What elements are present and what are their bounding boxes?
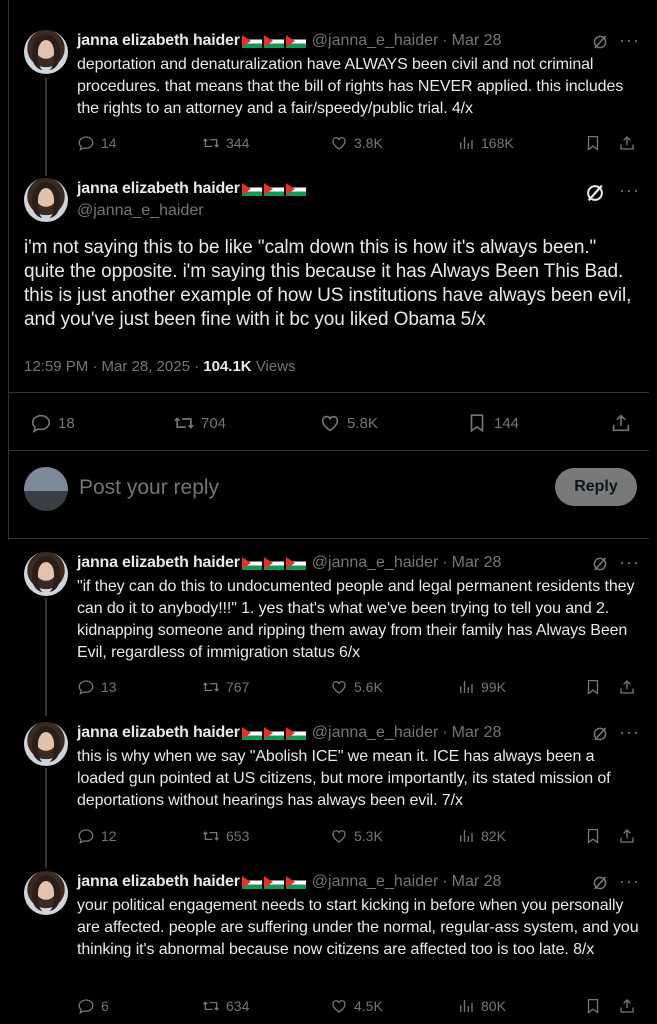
- post-text: this is why when we say "Abolish ICE" we mean it. ICE has always been a loaded gun pointed at US citizens, but more importantly, its stated mission of deportations without hearings has always been evil. 7/x: [77, 748, 611, 809]
- palestine-flag-icon: [242, 727, 262, 740]
- repost-count: 653: [226, 828, 250, 844]
- palestine-flag-icon: [242, 557, 262, 570]
- repost-button[interactable]: [202, 997, 249, 1015]
- author-name[interactable]: janna elizabeth haider: [77, 554, 240, 571]
- post-date[interactable]: Mar 28: [451, 873, 502, 890]
- reply-count: 18: [58, 414, 75, 432]
- grok-icon[interactable]: [591, 725, 609, 743]
- post-date[interactable]: Mar 28: [451, 32, 502, 49]
- avatar[interactable]: [24, 30, 68, 74]
- reply-button[interactable]: Reply: [555, 468, 637, 506]
- palestine-flag-icon: [286, 183, 306, 196]
- like-icon: [330, 827, 348, 845]
- palestine-flag-icon: [242, 35, 262, 48]
- grok-icon[interactable]: [591, 33, 609, 51]
- grok-icon[interactable]: [591, 555, 609, 573]
- like-button[interactable]: [330, 134, 383, 152]
- author-handle[interactable]: @janna_e_haider: [311, 873, 439, 890]
- like-count: 5.8K: [347, 414, 378, 432]
- repost-icon: [202, 997, 220, 1015]
- author-handle[interactable]: @janna_e_haider: [311, 724, 439, 741]
- share-icon: [618, 997, 636, 1015]
- palestine-flag-icon: [264, 727, 284, 740]
- more-icon[interactable]: ···: [619, 722, 640, 742]
- action-bar: [77, 134, 637, 154]
- repost-count: 634: [226, 998, 250, 1014]
- share-icon: [618, 678, 636, 696]
- like-button[interactable]: [330, 827, 383, 845]
- repost-button[interactable]: [202, 678, 249, 696]
- more-icon[interactable]: ···: [619, 552, 640, 572]
- post-header: janna elizabeth haider @janna_e_haider · Mar 28: [77, 554, 502, 571]
- reply-button[interactable]: [77, 134, 117, 152]
- avatar[interactable]: [24, 871, 68, 915]
- prev-actions-partial: [80, 0, 640, 4]
- like-count: 3.8K: [354, 135, 383, 151]
- bookmark-button[interactable]: [584, 678, 602, 696]
- divider: [8, 392, 649, 393]
- divider: [8, 538, 649, 539]
- thread-line: [45, 768, 47, 868]
- palestine-flag-icon: [286, 876, 306, 889]
- avatar[interactable]: [24, 722, 68, 766]
- reply-count: 14: [101, 135, 117, 151]
- views-icon: [457, 134, 475, 152]
- palestine-flag-icon: [242, 876, 262, 889]
- view-count: 82K: [481, 828, 506, 844]
- view-count: 104.1K: [203, 358, 252, 375]
- post-text: i'm not saying this to be like "calm down this is how it's always been." quite the opposite. i'm saying this because it has Always Been This Bad. this is just another example of how US institutions have always been evil, and you've just been fine with it bc you liked Obama 5/x: [24, 237, 632, 330]
- author-name[interactable]: janna elizabeth haider: [77, 32, 240, 49]
- action-bar: [77, 827, 637, 847]
- bookmark-button[interactable]: [584, 827, 602, 845]
- reply-icon: [77, 678, 95, 696]
- views-button[interactable]: [457, 827, 506, 845]
- like-button[interactable]: [319, 412, 378, 434]
- like-icon: [330, 678, 348, 696]
- repost-icon: [202, 678, 220, 696]
- share-button[interactable]: [618, 997, 636, 1015]
- share-button[interactable]: [618, 827, 636, 845]
- repost-icon: [202, 134, 220, 152]
- action-bar: [30, 412, 640, 432]
- post-header: janna elizabeth haider @janna_e_haider · Mar 28: [77, 32, 502, 49]
- like-count: 5.3K: [354, 828, 383, 844]
- post-text: deportation and denaturalization have ALWAYS been civil and not criminal procedures. that means that the bill of rights has NEVER applied. this includes the rights to an attorney and a fair/speedy/public trial. 4/x: [77, 56, 624, 117]
- reply-button[interactable]: [77, 827, 117, 845]
- views-icon: [457, 997, 475, 1015]
- reply-composer: [0, 450, 657, 540]
- bookmark-icon: [584, 678, 602, 696]
- like-icon: [319, 412, 341, 434]
- avatar[interactable]: [24, 178, 68, 222]
- bookmark-count: 144: [494, 414, 520, 432]
- reply-button[interactable]: [77, 997, 109, 1015]
- reply-icon: [77, 997, 95, 1015]
- share-button[interactable]: [618, 678, 636, 696]
- more-icon[interactable]: ···: [619, 30, 640, 50]
- post-header: janna elizabeth haider @janna_e_haider · Mar 28: [77, 724, 502, 741]
- bookmark-icon: [584, 134, 602, 152]
- repost-button[interactable]: [202, 827, 249, 845]
- share-button[interactable]: [618, 134, 636, 152]
- author-handle[interactable]: @janna_e_haider: [77, 202, 204, 219]
- post-date[interactable]: Mar 28: [451, 724, 502, 741]
- like-icon: [330, 997, 348, 1015]
- views-label: Views: [255, 358, 296, 375]
- thread-line: [45, 598, 47, 716]
- bookmark-button[interactable]: [466, 412, 519, 434]
- post-timestamp: [24, 358, 296, 375]
- post-text: your political engagement needs to start kicking in before when you personally are affected. people are suffering under the normal, regular-ass system, and you thinking it's abnormal because now citizens are affected too is too late. 8/x: [77, 897, 639, 958]
- like-button[interactable]: [330, 678, 383, 696]
- repost-count: 767: [226, 679, 250, 695]
- more-icon[interactable]: ···: [619, 871, 640, 891]
- column-border: [8, 0, 9, 540]
- like-icon: [330, 134, 348, 152]
- palestine-flag-icon: [286, 35, 306, 48]
- like-button[interactable]: [330, 997, 383, 1015]
- post-text: "if they can do this to undocumented people and legal permanent residents they can do it to anybody!!!" 1. yes that's what we've been trying to tell you and 2. kidnapping someone and ripping them away from their family has Always Been Evil, regardless of immigration status 6/x: [77, 578, 635, 661]
- repost-icon: [202, 827, 220, 845]
- view-count: 99K: [481, 679, 506, 695]
- bookmark-icon: [584, 827, 602, 845]
- user-avatar[interactable]: [24, 467, 68, 511]
- grok-icon[interactable]: [584, 182, 606, 204]
- palestine-flag-icon: [242, 183, 262, 196]
- avatar[interactable]: [24, 552, 68, 596]
- reply-count: 13: [101, 679, 117, 695]
- views-button[interactable]: [457, 997, 506, 1015]
- post-header: janna elizabeth haider @janna_e_haider · Mar 28: [77, 873, 502, 890]
- thread-line: [45, 78, 47, 176]
- share-icon: [618, 134, 636, 152]
- reply-count: 12: [101, 828, 117, 844]
- bookmark-button[interactable]: [584, 997, 602, 1015]
- repost-button[interactable]: [173, 412, 226, 434]
- reply-count: 6: [101, 998, 109, 1014]
- post-time[interactable]: 12:59 PM · Mar 28, 2025 ·: [24, 358, 204, 375]
- author-handle[interactable]: @janna_e_haider: [311, 554, 439, 571]
- bookmark-button[interactable]: [584, 134, 602, 152]
- post-header: [77, 180, 306, 198]
- bookmark-icon: [466, 412, 488, 434]
- reply-icon: [30, 412, 52, 434]
- view-count: 168K: [481, 135, 514, 151]
- palestine-flag-icon: [264, 183, 284, 196]
- author-name[interactable]: janna elizabeth haider: [77, 180, 240, 197]
- views-icon: [457, 827, 475, 845]
- grok-icon[interactable]: [591, 874, 609, 892]
- like-count: 4.5K: [354, 998, 383, 1014]
- author-name[interactable]: janna elizabeth haider: [77, 873, 240, 890]
- like-count: 5.6K: [354, 679, 383, 695]
- reply-input[interactable]: [79, 474, 519, 502]
- more-icon[interactable]: ···: [619, 180, 640, 200]
- repost-count: 704: [201, 414, 227, 432]
- palestine-flag-icon: [264, 35, 284, 48]
- views-button[interactable]: [457, 134, 514, 152]
- action-bar: [77, 997, 637, 1017]
- reply-icon: [77, 827, 95, 845]
- views-button[interactable]: [457, 678, 506, 696]
- palestine-flag-icon: [286, 727, 306, 740]
- repost-icon: [173, 412, 195, 434]
- palestine-flag-icon: [264, 876, 284, 889]
- view-count: 80K: [481, 998, 506, 1014]
- author-name[interactable]: janna elizabeth haider: [77, 724, 240, 741]
- share-icon: [610, 412, 632, 434]
- repost-count: 344: [226, 135, 250, 151]
- author-handle[interactable]: @janna_e_haider: [311, 32, 439, 49]
- share-icon: [618, 827, 636, 845]
- bookmark-icon: [584, 997, 602, 1015]
- palestine-flag-icon: [264, 557, 284, 570]
- share-button[interactable]: [610, 412, 632, 434]
- palestine-flag-icon: [286, 557, 306, 570]
- reply-icon: [77, 134, 95, 152]
- reply-button[interactable]: [77, 678, 117, 696]
- action-bar: [77, 678, 637, 698]
- post-date[interactable]: Mar 28: [451, 554, 502, 571]
- repost-button[interactable]: [202, 134, 249, 152]
- reply-button[interactable]: [30, 412, 75, 434]
- views-icon: [457, 678, 475, 696]
